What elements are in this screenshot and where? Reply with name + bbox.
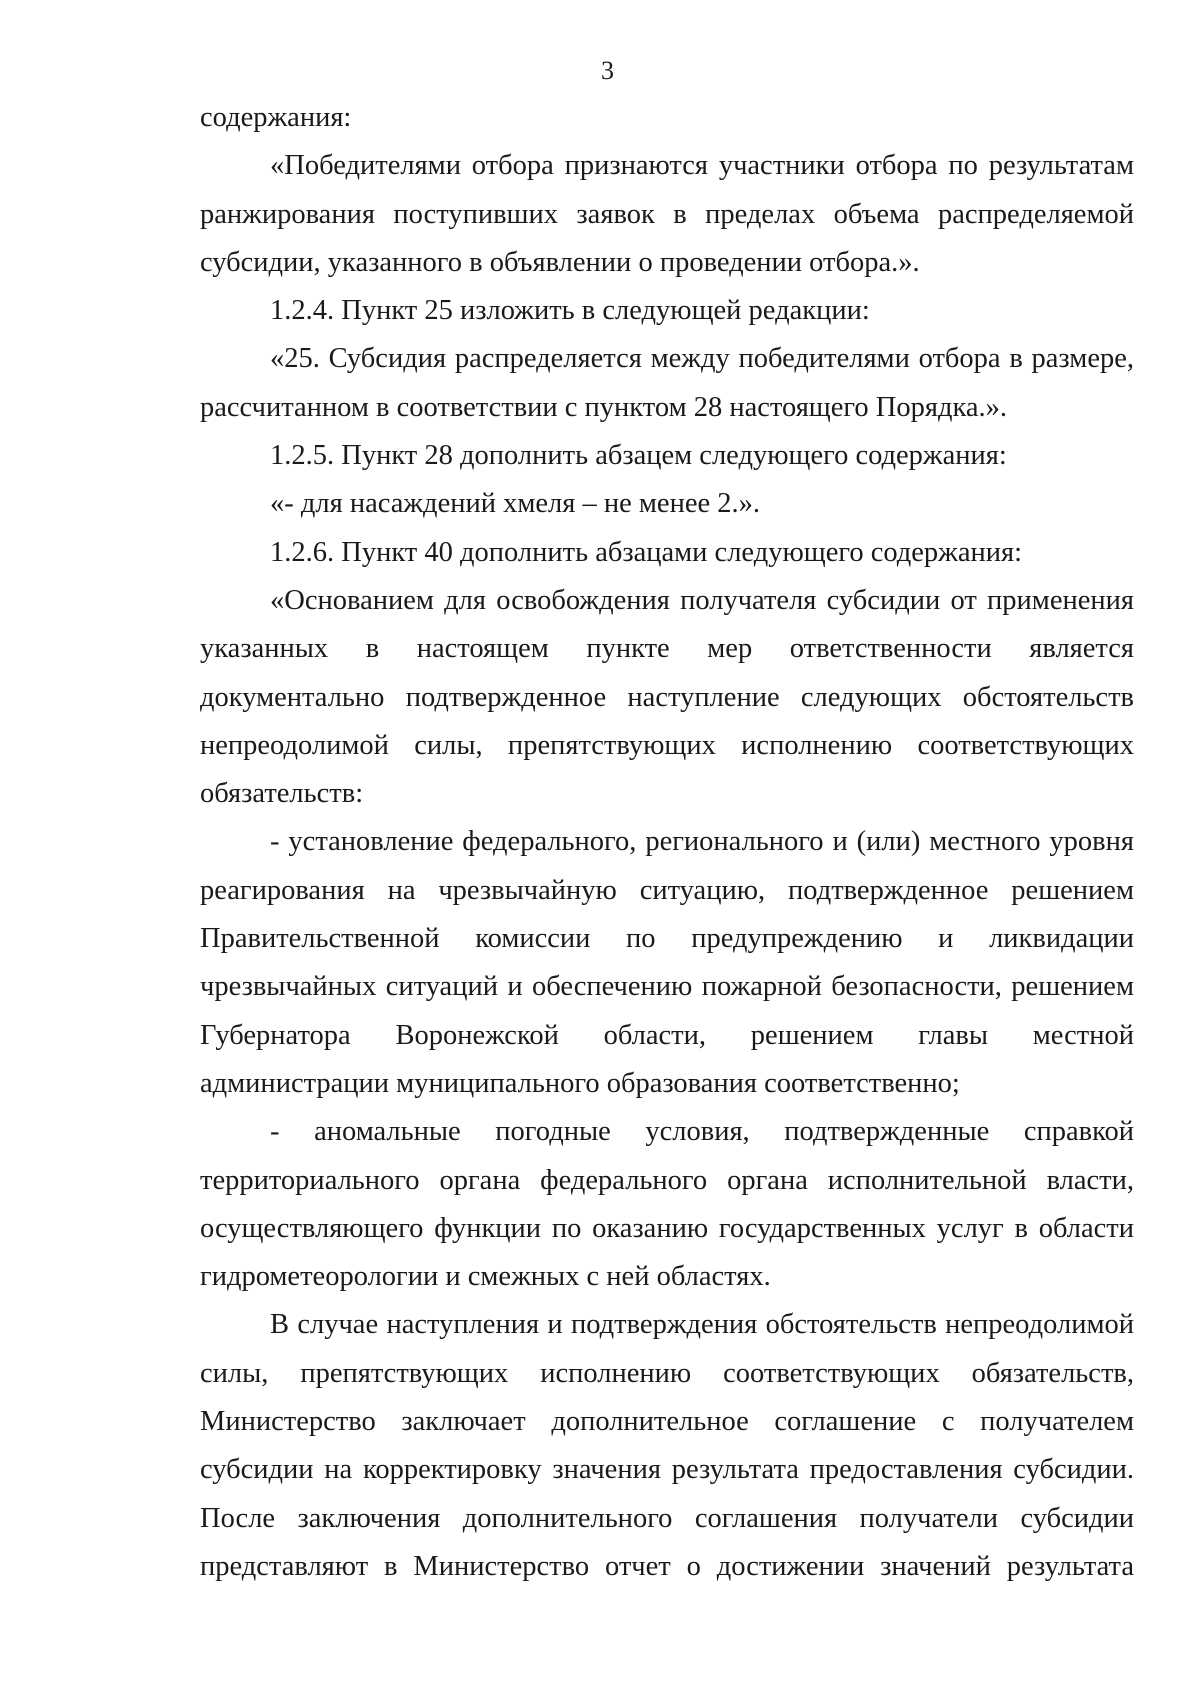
text-line: «Основанием для освобождения получателя субсидии от применения [270, 584, 1134, 616]
text-line: чрезвычайных ситуаций и обеспечению пожарной безопасности, решением [200, 971, 1134, 1003]
text-line: ранжирования поступивших заявок в пределах объема распределяемой [200, 198, 1134, 230]
text-line: субсидии, указанного в объявлении о проведении отбора.». [200, 246, 920, 278]
text-line: 1.2.6. Пункт 40 дополнить абзацами следующего содержания: [270, 536, 1023, 568]
text-line: непреодолимой силы, препятствующих исполнению соответствующих [200, 729, 1134, 761]
text-line: 1.2.4. Пункт 25 изложить в следующей редакции: [270, 295, 870, 327]
document-body [200, 94, 1134, 1591]
text-line: - установление федерального, регионального и (или) местного уровня [270, 826, 1134, 858]
text-line: рассчитанном в соответствии с пунктом 28 настоящего Порядка.». [200, 391, 1008, 423]
text-line: «25. Субсидия распределяется между победителями отбора в размере, [270, 343, 1134, 375]
text-line: После заключения дополнительного соглашения получатели субсидии [200, 1502, 1134, 1534]
text-line: - аномальные погодные условия, подтвержденные справкой [270, 1116, 1134, 1148]
text-line: «- для насаждений хмеля – не менее 2.». [270, 488, 760, 520]
text-line: Губернатора Воронежской области, решением главы местной [200, 1019, 1134, 1051]
page-number: 3 [601, 56, 614, 85]
text-line: гидрометеорологии и смежных с ней областях. [200, 1261, 771, 1293]
text-line: Министерство заключает дополнительное соглашение с получателем [200, 1406, 1134, 1438]
text-line: обязательств: [200, 778, 364, 810]
text-line: «Победителями отбора признаются участники отбора по результатам [270, 150, 1134, 182]
text-line: 1.2.5. Пункт 28 дополнить абзацем следующего содержания: [270, 440, 1007, 472]
text-line: субсидии на корректировку значения результата предоставления субсидии. [200, 1454, 1134, 1486]
text-line: Правительственной комиссии по предупреждению и ликвидации [200, 923, 1134, 955]
text-line: представляют в Министерство отчет о достижении значений результата [200, 1550, 1134, 1582]
text-line: осуществляющего функции по оказанию государственных услуг в области [200, 1212, 1134, 1244]
text-line: указанных в настоящем пункте мер ответственности является [200, 633, 1134, 665]
text-line: территориального органа федерального органа исполнительной власти, [200, 1164, 1134, 1196]
text-line: содержания: [200, 102, 352, 133]
text-line: силы, препятствующих исполнению соответствующих обязательств, [200, 1357, 1134, 1389]
text-line: администрации муниципального образования соответственно; [200, 1067, 960, 1099]
text-line: документально подтвержденное наступление следующих обстоятельств [200, 681, 1134, 713]
text-line: реагирования на чрезвычайную ситуацию, подтвержденное решением [200, 874, 1134, 906]
text-line: В случае наступления и подтверждения обстоятельств непреодолимой [270, 1309, 1134, 1341]
